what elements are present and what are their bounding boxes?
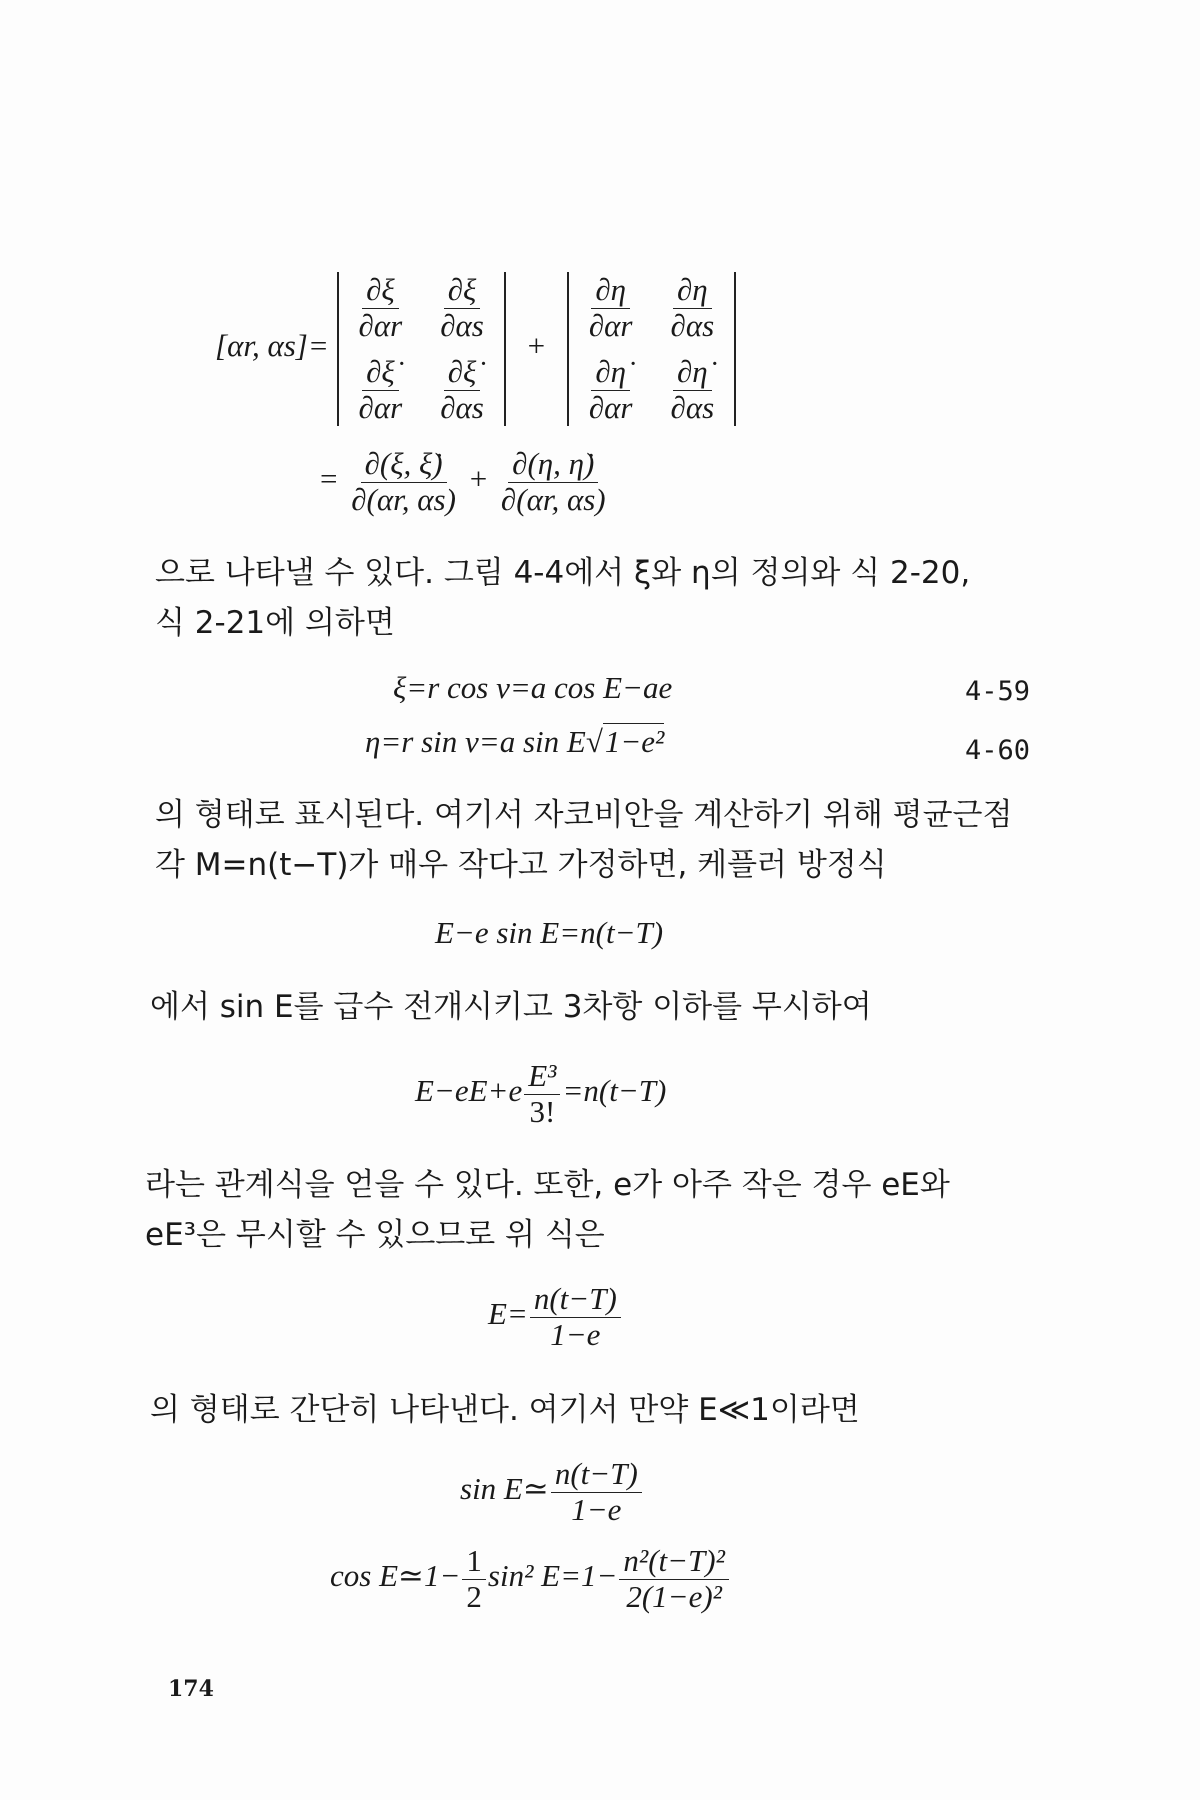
text-line: 각 M=n(t−T)가 매우 작다고 가정하면, 케플러 방정식 [155,847,887,883]
text-line: 에서 sin E를 급수 전개시키고 3차항 이하를 무시하여 [150,989,872,1025]
det2-cell: $\frac{\partial\eta}{\partial\alpha s}$ [670,272,715,343]
paragraph-4 [145,1160,950,1260]
paragraph-3 [150,982,872,1032]
text-line: 식 2-21에 의하면 [155,605,395,641]
equation-number: 4-59 [965,676,1031,707]
text-line: 으로 나타낼 수 있다. 그림 4-4에서 ξ와 η의 정의와 식 2-20, [155,555,971,591]
paragraph-1 [155,548,970,648]
det2-cell: $\frac{\partial\etȧ}{\partial\alpha s}$ [670,354,715,425]
page-number: 174 [168,1676,214,1702]
series-equation: E−eE+e $\frac{\text{E³}}{3!}$ =n(t−T) [415,1058,667,1129]
paragraph-2 [155,790,1012,890]
det1-cell: $\frac{\partial\xi̇}{\partial\alpha r}$ [358,354,403,425]
determinant-xi [337,272,506,426]
text-line: 라는 관계식을 얻을 수 있다. 또한, e가 아주 작은 경우 eE와 [145,1167,950,1203]
lagrange-bracket-equation [215,272,736,426]
text-line: 의 형태로 표시된다. 여기서 자코비안을 계산하기 위해 평균근점 [155,797,1013,833]
equation-4-59: ξ=r cos ν=a cos E−ae [393,670,673,705]
cos-approx-equation: cos E≃1− $\frac{1}{2}$ sin² E=1− $\frac{\text{n²(t−T)²}}{\text{2(1−e)²}}$ [330,1545,731,1613]
cos-fraction: $\frac{\text{n²(t−T)²}}{\text{2(1−e)²}}$ [619,1545,729,1613]
det1-cell: $\frac{\partial\xi}{\partial\alpha s}$ [440,272,484,343]
sin-fraction: $\frac{n(t-T)}{1-e}$ [551,1458,642,1526]
factorial-fraction: $\frac{\text{E³}}{3!}$ [524,1060,560,1128]
paragraph-5 [150,1385,860,1435]
det2-cell: $\frac{\partial\eta}{\partial\alpha r}$ [588,272,633,343]
equation-number: 4-60 [965,735,1031,766]
approx-fraction: $\frac{n(t-T)}{1-e}$ [530,1283,621,1351]
half-fraction: $\frac{1}{2}$ [462,1545,486,1613]
jacobian-equation: = $\frac{\partial(\xi, \xi̇)}{\partial(\alpha r, \alpha s)}$ + $\frac{\partial(\eta, \etȧ)}{\partial(\alpha r, \alpha s)}$ [320,448,612,516]
equation-4-60: η=r sin ν=a sin E√1−e² [365,724,665,759]
text-line: eE³은 무시할 수 있으므로 위 식은 [145,1217,605,1253]
text-line: 의 형태로 간단히 나타낸다. 여기서 만약 E≪1이라면 [150,1392,860,1428]
det2-cell: $\frac{\partial\etȧ}{\partial\alpha r}$ [588,354,633,425]
sin-approx-equation: sin E≃ $\frac{n(t-T)}{1-e}$ [460,1458,644,1526]
plus-sign: + [527,328,546,364]
kepler-equation: E−e sin E=n(t−T) [435,915,664,950]
bracket-lhs: [αr, αs]= [215,328,329,364]
det1-cell: $\frac{\partial\xi}{\partial\alpha r}$ [358,272,403,343]
jacobian-eta: $\frac{\partial(\eta, \etȧ)}{\partial(\alpha r, \alpha s)}$ [500,446,606,517]
jacobian-xi: $\frac{\partial(\xi, \xi̇)}{\partial(\alpha r, \alpha s)}$ [351,446,456,517]
det1-cell: $\frac{\partial\xi̇}{\partial\alpha s}$ [440,354,484,425]
determinant-eta [567,272,736,426]
approx-e-equation: E= $\frac{n(t-T)}{1-e}$ [488,1283,623,1351]
